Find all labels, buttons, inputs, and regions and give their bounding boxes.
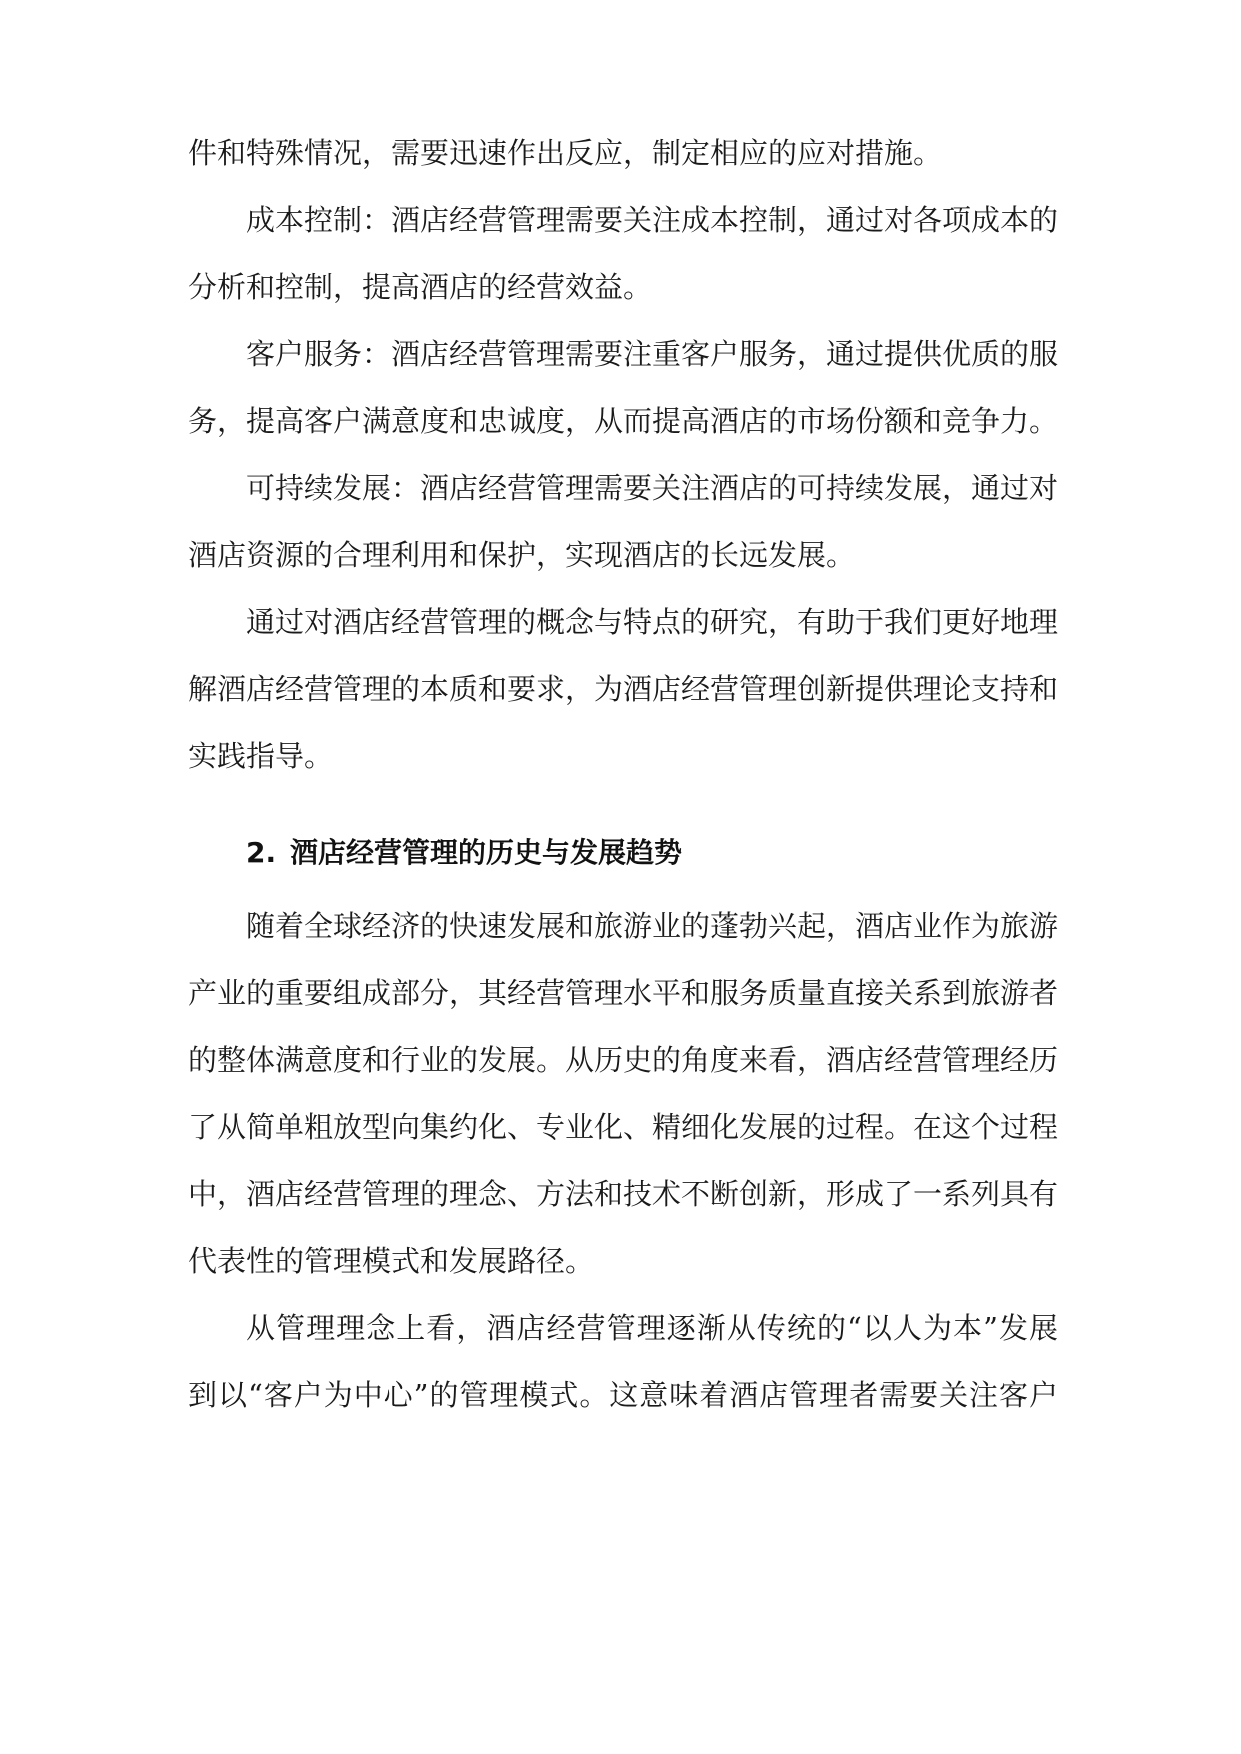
paragraph-line: 代表性的管理模式和发展路径。: [188, 1244, 595, 1278]
paragraph-line: 可持续发展：酒店经营管理需要关注酒店的可持续发展，通过对: [246, 471, 1059, 505]
paragraph-line: 务，提高客户满意度和忠诚度，从而提高酒店的市场份额和竞争力。: [188, 404, 1059, 438]
paragraph-line: 了从简单粗放型向集约化、专业化、精细化发展的过程。在这个过程: [188, 1110, 1059, 1144]
paragraph-line: 件和特殊情况，需要迅速作出反应，制定相应的应对措施。: [188, 136, 943, 170]
paragraph-line: 的整体满意度和行业的发展。从历史的角度来看，酒店经营管理经历: [188, 1043, 1059, 1077]
paragraph-line: 酒店资源的合理利用和保护，实现酒店的长远发展。: [188, 538, 856, 572]
paragraph-line: 通过对酒店经营管理的概念与特点的研究，有助于我们更好地理: [246, 605, 1059, 639]
section-heading: [246, 830, 682, 876]
section-number: 2.: [246, 836, 277, 869]
paragraph-line: 分析和控制，提高酒店的经营效益。: [188, 270, 653, 304]
paragraph-line: 中，酒店经营管理的理念、方法和技术不断创新，形成了一系列具有: [188, 1177, 1059, 1211]
paragraph-line: 到以“客户为中心”的管理模式。这意味着酒店管理者需要关注客户: [188, 1378, 1058, 1412]
paragraph-line: 客户服务：酒店经营管理需要注重客户服务，通过提供优质的服: [246, 337, 1059, 371]
paragraph-line: 从管理理念上看，酒店经营管理逐渐从传统的“以人为本”发展: [246, 1311, 1058, 1345]
paragraph-line: 解酒店经营管理的本质和要求，为酒店经营管理创新提供理论支持和: [188, 672, 1059, 706]
section-title: 酒店经营管理的历史与发展趋势: [290, 836, 683, 869]
paragraph-line: 成本控制：酒店经营管理需要关注成本控制，通过对各项成本的: [246, 203, 1059, 237]
paragraph-line: 随着全球经济的快速发展和旅游业的蓬勃兴起，酒店业作为旅游: [246, 909, 1059, 943]
paragraph-line: 产业的重要组成部分，其经营管理水平和服务质量直接关系到旅游者: [188, 976, 1059, 1010]
paragraph-line: 实践指导。: [188, 739, 334, 773]
